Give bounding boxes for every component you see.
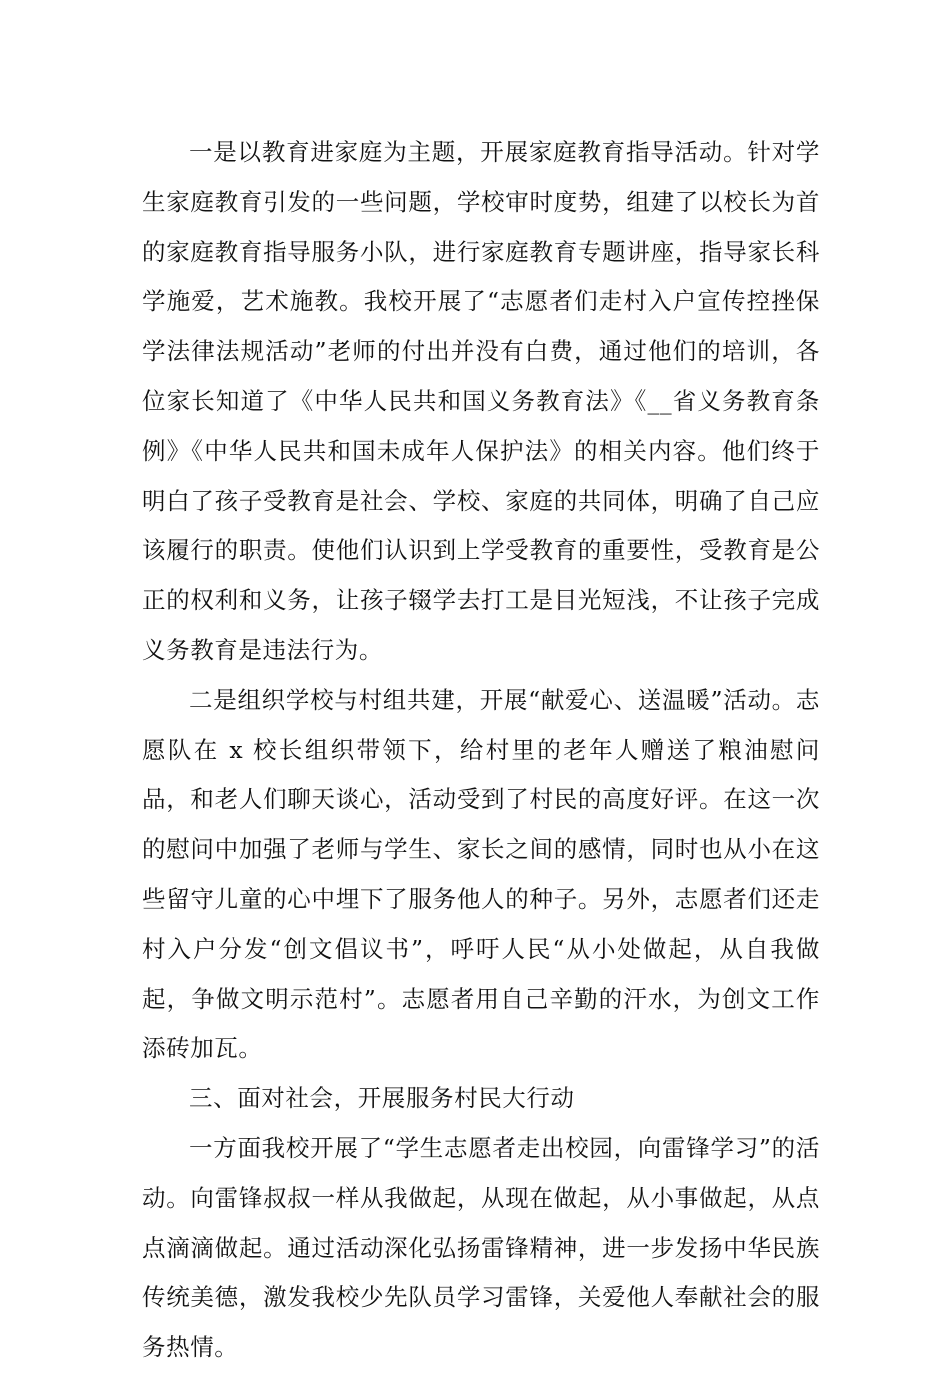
- paragraph-family-education: 一是以教育进家庭为主题，开展家庭教育指导活动。针对学生家庭教育引发的一些问题，学校审时度势，组建了以校长为首的家庭教育指导服务小队，进行家庭教育专题讲座，指导家长科学施爱，艺术施教。我校开展了“志愿者们走村入户宣传控挫保学法律法规活动”老师的付出并没有白费，通过他们的培训，各位家长知道了《中华人民共和国义务教育法》《__省义务教育条例》《中华人民共和国未成年人保护法》的相关内容。他们终于明白了孩子受教育是社会、学校、家庭的共同体，明确了自己应该履行的职责。使他们认识到上学受教育的重要性，受教育是公正的权利和义务，让孩子辍学去打工是目光短浅，不让孩子完成义务教育是违法行为。: [142, 138, 820, 664]
- paragraph-village-cooperation: 二是组织学校与村组共建，开展“献爱心、送温暖”活动。志愿队在 x 校长组织带领下，给村里的老年人赠送了粮油慰问品，和老人们聊天谈心，活动受到了村民的高度好评。在这一次的慰问中加强了老师与学生、家长之间的感情，同时也从小在这些留守儿童的心中埋下了服务他人的种子。另外，志愿者们还走村入户分发“创文倡议书”，呼吁人民“从小处做起，从自我做起，争做文明示范村”。志愿者用自己辛勤的汗水，为创文工作添砖加瓦。: [142, 685, 820, 1063]
- section-heading-serve-villagers: 三、面对社会，开展服务村民大行动: [189, 1084, 575, 1113]
- paragraph-learn-from-leifeng: 一方面我校开展了“学生志愿者走出校园，向雷锋学习”的活动。向雷锋叔叔一样从我做起，从现在做起，从小事做起，从点点滴滴做起。通过活动深化弘扬雷锋精神，进一步发扬中华民族传统美德，激发我校少先队员学习雷锋，关爱他人奉献社会的服务热情。: [142, 1133, 820, 1362]
- document-body: [142, 128, 820, 1373]
